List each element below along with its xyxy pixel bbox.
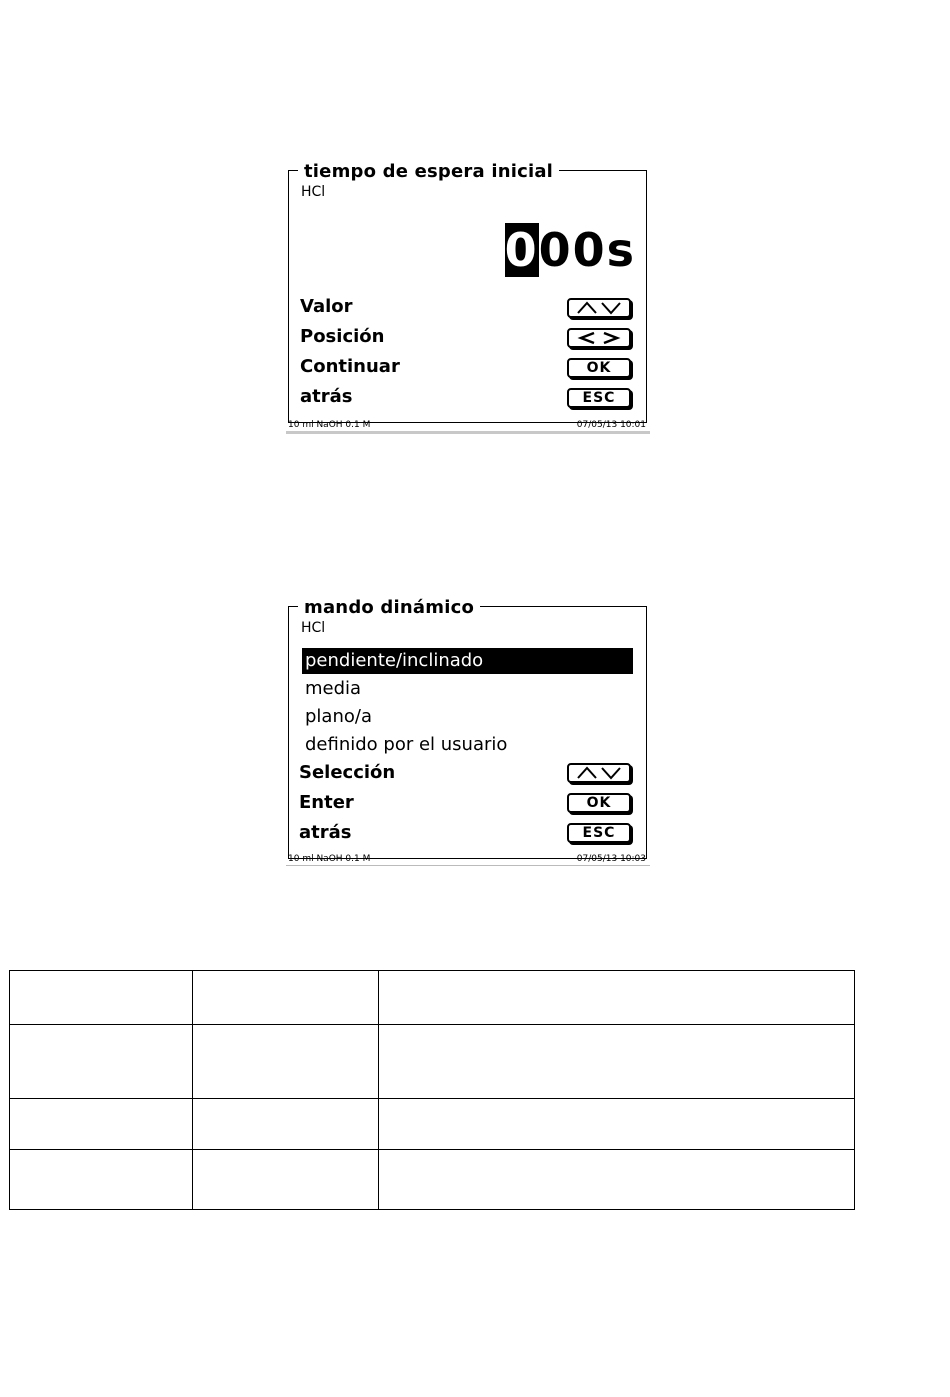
leftright-icon bbox=[575, 331, 623, 345]
option-definido-usuario[interactable]: definido por el usuario bbox=[305, 734, 508, 755]
wait-time-value[interactable] bbox=[505, 224, 636, 276]
updown-icon bbox=[575, 766, 623, 780]
screen-title: tiempo de espera inicial bbox=[298, 162, 559, 182]
table-row bbox=[10, 1099, 855, 1150]
status-left: 10 ml NaOH 0.1 M bbox=[288, 420, 371, 430]
screen-subtitle: HCl bbox=[301, 620, 326, 636]
value-rest: 00s bbox=[538, 223, 636, 277]
table-cell bbox=[379, 1025, 855, 1099]
screen-title: mando dinámico bbox=[298, 598, 480, 618]
empty-table bbox=[9, 970, 855, 1210]
table-row bbox=[10, 971, 855, 1025]
esc-key[interactable]: ESC bbox=[567, 388, 631, 408]
table-cell bbox=[379, 1099, 855, 1150]
option-media[interactable]: media bbox=[305, 678, 362, 699]
screen-dynamic-control bbox=[284, 596, 652, 868]
option-pendiente-inclinado[interactable]: pendiente/inclinado bbox=[302, 648, 633, 674]
esc-key[interactable]: ESC bbox=[567, 823, 631, 843]
updown-key[interactable] bbox=[567, 298, 631, 318]
label-valor: Valor bbox=[300, 296, 353, 317]
status-rule bbox=[286, 865, 650, 866]
label-seleccion: Selección bbox=[299, 762, 396, 783]
status-right: 07/05/13 10:03 bbox=[576, 854, 646, 864]
table-cell bbox=[10, 1099, 193, 1150]
table-cell bbox=[193, 1025, 379, 1099]
table-cell bbox=[193, 971, 379, 1025]
ok-key[interactable]: OK bbox=[567, 793, 631, 813]
label-atras: atrás bbox=[299, 822, 352, 843]
updown-icon bbox=[575, 301, 623, 315]
option-plano[interactable]: plano/a bbox=[305, 706, 372, 727]
table-row bbox=[10, 1150, 855, 1210]
status-right: 07/05/13 10:01 bbox=[576, 420, 646, 430]
table-cell bbox=[10, 1025, 193, 1099]
label-enter: Enter bbox=[299, 792, 354, 813]
updown-key[interactable] bbox=[567, 763, 631, 783]
table-cell bbox=[10, 971, 193, 1025]
table-row bbox=[10, 1025, 855, 1099]
label-atras: atrás bbox=[300, 386, 353, 407]
ok-key[interactable]: OK bbox=[567, 358, 631, 378]
value-cursor: 0 bbox=[504, 223, 539, 277]
table-cell bbox=[379, 971, 855, 1025]
table-cell bbox=[193, 1099, 379, 1150]
table-cell bbox=[193, 1150, 379, 1210]
status-left: 10 ml NaOH 0.1 M bbox=[288, 854, 371, 864]
leftright-key[interactable] bbox=[567, 328, 631, 348]
screen-subtitle: HCl bbox=[301, 184, 326, 200]
screen-initial-wait-time bbox=[284, 160, 652, 438]
table-cell bbox=[10, 1150, 193, 1210]
status-rule bbox=[286, 431, 650, 434]
label-posicion: Posición bbox=[300, 326, 385, 347]
table-cell bbox=[379, 1150, 855, 1210]
label-continuar: Continuar bbox=[300, 356, 400, 377]
